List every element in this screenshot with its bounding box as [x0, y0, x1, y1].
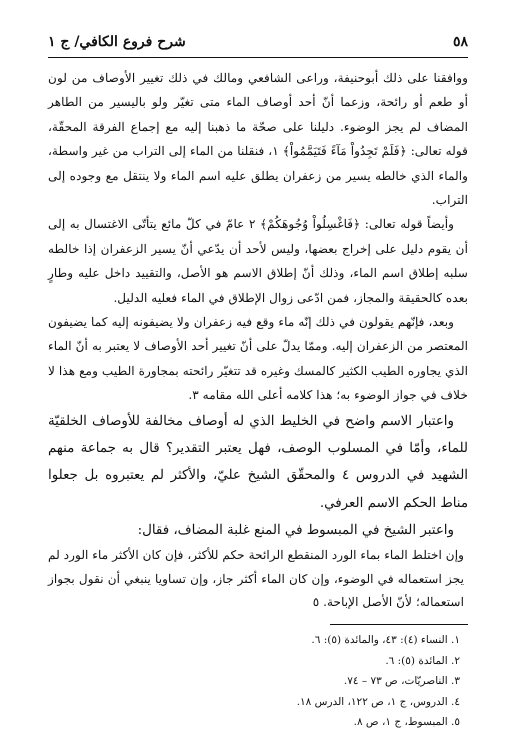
footnote-item: ٤. الدروس، ج ١، ص ١٢٢، الدرس ١٨. [296, 695, 460, 708]
page-number: ٥٨ [452, 34, 468, 50]
page-header [48, 30, 468, 54]
header-divider [48, 57, 468, 58]
footnote-item: ١. النساء (٤): ٤٣، والمائدة (٥): ٦. [311, 634, 460, 646]
footnote-divider [330, 624, 468, 625]
footnote-item: ٣. الناصريّات، ص ٧٣ – ٧٤. [343, 675, 460, 687]
main-text [48, 66, 468, 615]
footnotes [48, 630, 460, 733]
footnote-item: ٢. المائدة (٥): ٦. [385, 654, 460, 667]
quoted-passage [48, 544, 468, 615]
footnote-item: ٥. المبسوط، ج ١، ص ٨. [353, 716, 460, 728]
paragraph-3: وبعد، فإنّهم يقولون في ذلك إنّه ماء وقع فيه زعفران ولا يضيفونه إليه كما يضيفون المعتصر من الزعفران إليه. وممّا يدلّ على أنّ تغيير أحد الأوصاف لا يعتبر به أنّ الماء الذي يجاوره الطيب الكثير كالمسك وغيره قد تتغيّر رائحته بمجاورة الطيب ومع هذا لا خلاف في جواز الوضوء به؛ هذا كلامه أعلى الله مقامه ٣. [48, 315, 468, 403]
paragraph-5: واعتبر الشيخ في المبسوط في المنع غلبة المضاف، فقال: [137, 522, 454, 538]
paragraph-2: وأيضاً قوله تعالى: ﴿فَاغْسِلُواْ وُجُوهَكُمْ﴾ ٢ عامّ في كلّ مائع يتأتّى الاغتسال به إلى أن يقوم دليل على إخراج بعضها، وليس لأحد أن يدّعي أنّ يسير الزعفران إذا خالطه سلبه إطلاق اسم الماء، وذلك أنّ إطلاق الاسم هو الأصل، والتقييد داخل عليه وطارٍ بعده كالحقيقة والمجاز، فمن ادّعى زوال الإطلاق في الماء فعليه الدليل. [48, 217, 468, 305]
paragraph-4: واعتبار الاسم واضح في الخليط الذي له أوصاف مخالفة للأوصاف الخلقيّة للماء، وأمّا في المسلوب الوصف، فهل يعتبر التقدير؟ قال به جماعة منهم الشهيد في الدروس ٤ والمحقّق الشيخ عليّ، والأكثر لم يعتبروه بل جعلوا مناط الحكم الاسم العرفي. [48, 413, 468, 511]
running-title: شرح فروع الكافي/ ج ١ [48, 34, 186, 50]
paragraph-1: ووافقنا على ذلك أبوحنيفة، وراعى الشافعي ومالك في ذلك تغيير الأوصاف من لون أو طعم أو رائحة، وزعما أنّ أحد أوصاف الماء متى تغيّر ولو باليسير من الطاهر المضاف لم يجز الوضوء. دليلنا على صحّة ما ذهبنا إليه مع إجماع الفرقة المحقّة، قوله تعالى: ﴿فَلَمْ تَجِدُواْ مَآءً فَتَيَمَّمُواْ﴾ ١، فنقلنا من الماء إلى التراب من غير واسطة، والماء الذي خالطه يسير من زعفران يطلق عليه اسم الماء ولا ينتقل مع وجوده إلى التراب. [48, 71, 468, 208]
quote-text: وإن اختلط الماء بماء الورد المنقطع الرائحة حكم للأكثر، فإن كان الأكثر ماء الورد لم يجز استعماله في الوضوء، وإن كان الماء أكثر جاز، وإن تساويا ينبغي أن نقول بجواز استعماله؛ لأنّ الأصل الإباحة. ٥ [48, 548, 464, 610]
